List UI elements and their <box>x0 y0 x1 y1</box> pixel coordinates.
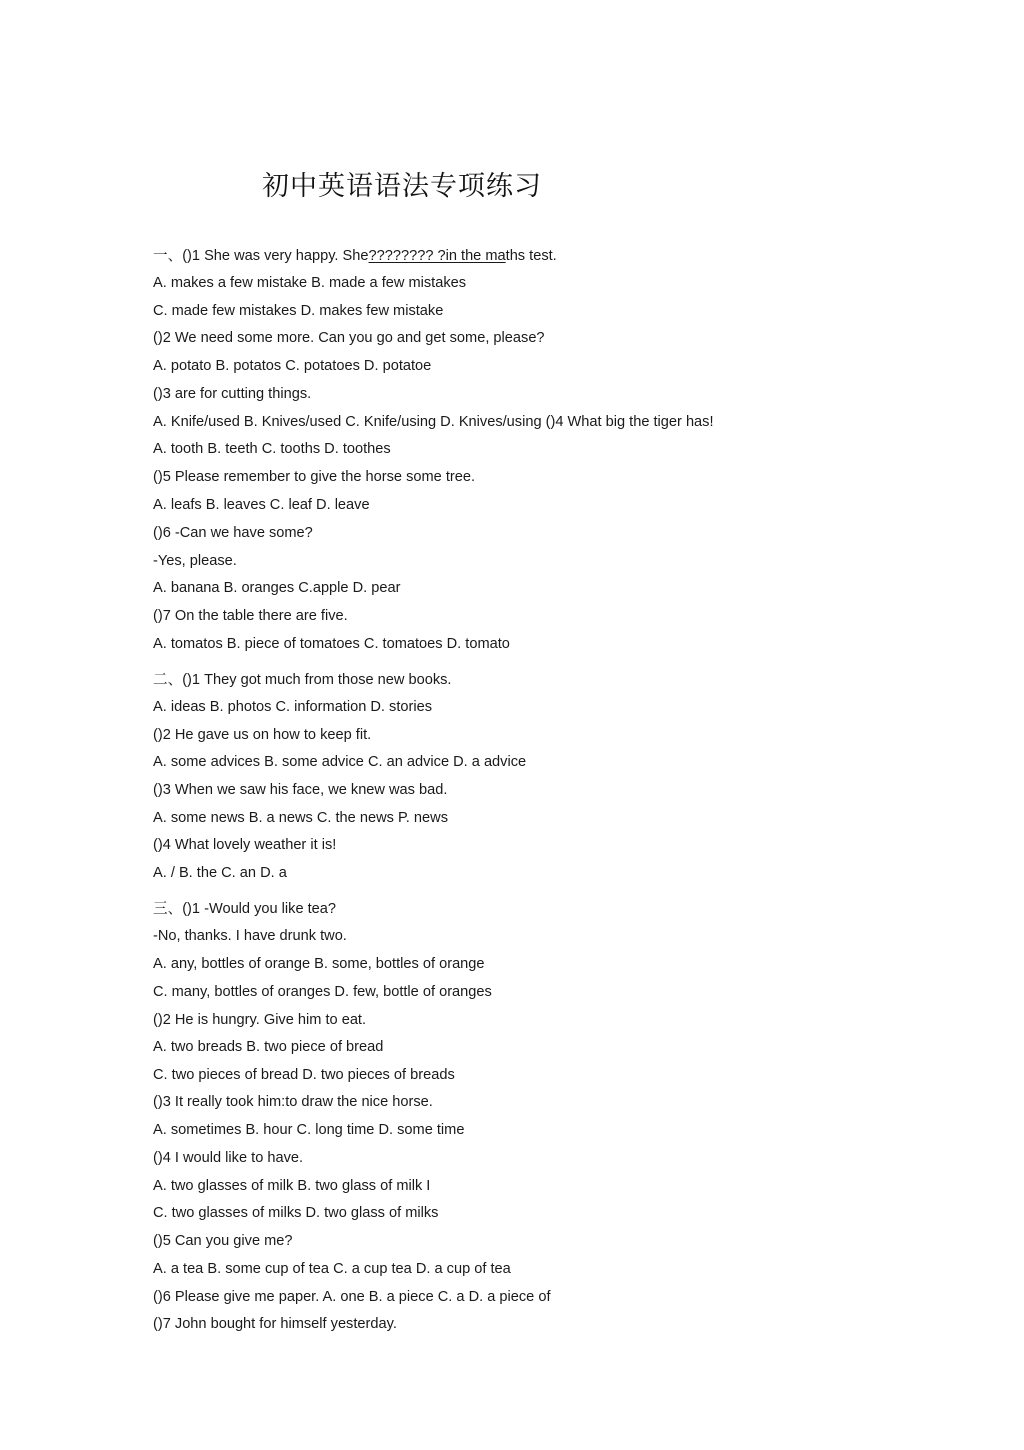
answer-options: A. sometimes B. hour C. long time D. some time <box>153 1122 465 1138</box>
dialogue-line: -No, thanks. I have drunk two. <box>153 928 347 944</box>
answer-options: A. ideas B. photos C. information D. stories <box>153 699 433 715</box>
answer-options: C. many, bottles of oranges D. few, bottle of oranges <box>153 984 492 1000</box>
question-text: 一、()1 She was very happy. She <box>153 248 369 264</box>
answer-options: A. leafs B. leaves C. leaf D. leave <box>153 497 370 513</box>
answer-options: A. / B. the C. an D. a <box>153 865 287 881</box>
question-line: ()2 We need some more. Can you go and get some, please? <box>153 330 545 346</box>
answer-options: A. tooth B. teeth C. tooths D. toothes <box>153 441 391 457</box>
underlined-blank: ???????? ?in the ma <box>368 248 506 264</box>
dialogue-line: -Yes, please. <box>153 553 237 569</box>
section-two-question: 二、()1 They got much from those new books. <box>153 672 452 688</box>
answer-options: A. tomatos B. piece of tomatoes C. tomatoes D. tomato <box>153 636 510 652</box>
answer-options: A. some advices B. some advice C. an advice D. a advice <box>153 754 527 770</box>
answer-options: C. two pieces of bread D. two pieces of breads <box>153 1067 455 1083</box>
answer-options: A. two glasses of milk B. two glass of milk I <box>153 1178 431 1194</box>
question-line: ()5 Please remember to give the horse some tree. <box>153 469 476 485</box>
question-line: ()6 -Can we have some? <box>153 525 313 541</box>
question-line: ()3 are for cutting things. <box>153 386 312 402</box>
answer-options: A. banana B. oranges C.apple D. pear <box>153 580 401 596</box>
answer-options: A. Knife/used B. Knives/used C. Knife/using D. Knives/using ()4 What big the tiger has! <box>153 414 714 430</box>
question-line: ()3 It really took him:to draw the nice horse. <box>153 1094 433 1110</box>
answer-options: C. made few mistakes D. makes few mistake <box>153 303 444 319</box>
answer-options: A. potato B. potatos C. potatoes D. potatoe <box>153 358 432 374</box>
question-line: ()3 When we saw his face, we knew was bad. <box>153 782 448 798</box>
question-line <box>153 247 557 265</box>
question-line: ()2 He is hungry. Give him to eat. <box>153 1012 367 1028</box>
answer-options: A. any, bottles of orange B. some, bottles of orange <box>153 956 485 972</box>
answer-options: A. two breads B. two piece of bread <box>153 1039 384 1055</box>
answer-options: A. makes a few mistake B. made a few mistakes <box>153 275 467 291</box>
page-title: 初中英语语法专项练习 <box>262 171 542 202</box>
question-line: ()5 Can you give me? <box>153 1233 293 1249</box>
question-line: ()6 Please give me paper. A. one B. a piece C. a D. a piece of <box>153 1289 551 1305</box>
answer-options: A. a tea B. some cup of tea C. a cup tea D. a cup of tea <box>153 1261 511 1277</box>
question-line: ()2 He gave us on how to keep fit. <box>153 727 372 743</box>
question-text: ths test. <box>505 248 557 264</box>
answer-options: C. two glasses of milks D. two glass of milks <box>153 1205 439 1221</box>
question-line: ()4 What lovely weather it is! <box>153 837 337 853</box>
question-line: ()7 On the table there are five. <box>153 608 348 624</box>
answer-options: A. some news B. a news C. the news P. news <box>153 810 448 826</box>
section-three-question: 三、()1 -Would you like tea? <box>153 901 337 917</box>
question-line: ()7 John bought for himself yesterday. <box>153 1316 397 1332</box>
question-line: ()4 I would like to have. <box>153 1150 304 1166</box>
